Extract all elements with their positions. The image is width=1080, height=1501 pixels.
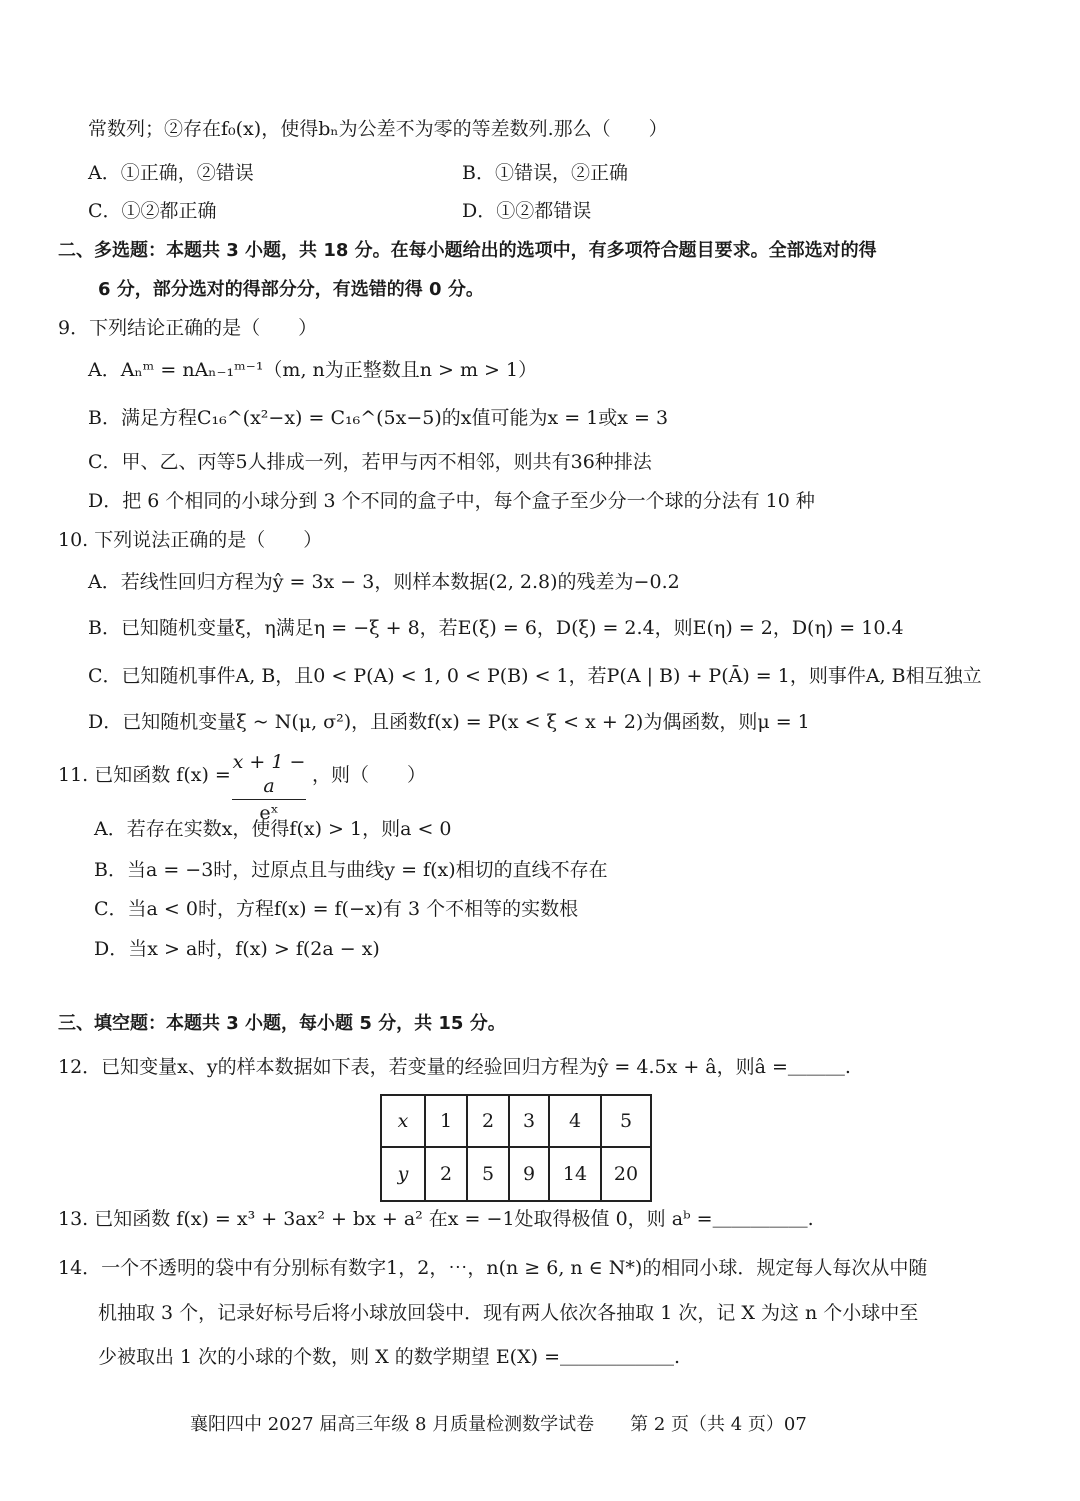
table-row-x <box>381 1095 651 1147</box>
table-cell: 5 <box>467 1147 509 1201</box>
q9-option-b: B．满足方程C₁₆^(x²−x) = C₁₆^(5x−5)的x值可能为x = 1或x = 3 <box>88 407 669 429</box>
q11-option-b: B．当a = −3时，过原点且与曲线y = f(x)相切的直线不存在 <box>94 859 608 881</box>
q9-option-a: A．Aₙᵐ = nAₙ₋₁ᵐ⁻¹（m, n为正整数且n > m > 1） <box>88 359 538 381</box>
intro-option-d: D．①②都错误 <box>462 200 592 222</box>
q14-line1: 14．一个不透明的袋中有分别标有数字1，2，⋯，n(n ≥ 6, n ∈ N*)的相同小球．规定每人每次从中随 <box>58 1257 928 1279</box>
intro-option-b: B．①错误，②正确 <box>462 162 628 184</box>
q13-stem: 13. 已知函数 f(x) = x³ + 3ax² + bx + a² 在x = −1处取得极值 0，则 aᵇ =＿＿＿＿＿. <box>58 1208 814 1230</box>
intro-option-a: A．①正确，②错误 <box>88 162 254 184</box>
section3-heading: 三、填空题：本题共 3 小题，每小题 5 分，共 15 分。 <box>58 1013 506 1034</box>
intro-line: 常数列；②存在f₀(x)，使得bₙ为公差不为零的等差数列.那么（ ） <box>88 118 668 140</box>
q11-stem-prefix: 11. 已知函数 f(x) = <box>58 764 231 786</box>
page-footer: 襄阳四中 2027 届高三年级 8 月质量检测数学试卷 第 2 页（共 4 页）07 <box>190 1414 807 1435</box>
q11-option-d: D．当x > a时，f(x) > f(2a − x) <box>94 938 380 960</box>
table-cell: 9 <box>509 1147 549 1201</box>
table-cell: 3 <box>509 1095 549 1147</box>
q12-data-table <box>380 1094 652 1202</box>
q9-stem: 9．下列结论正确的是（ ） <box>58 317 318 339</box>
q11-option-c: C．当a < 0时，方程f(x) = f(−x)有 3 个不相等的实数根 <box>94 898 579 920</box>
q14-line2: 机抽取 3 个，记录好标号后将小球放回袋中．现有两人依次各抽取 1 次，记 X 为这 n 个小球中至 <box>98 1302 919 1324</box>
q9-option-c: C．甲、乙、丙等5人排成一列，若甲与丙不相邻，则共有36种排法 <box>88 451 652 473</box>
q10-option-d: D．已知随机变量ξ ~ N(μ, σ²)，且函数f(x) = P(x < ξ < x + 2)为偶函数，则μ = 1 <box>88 711 810 733</box>
q11-fraction <box>232 750 306 825</box>
table-cell: 4 <box>549 1095 601 1147</box>
q10-option-a: A．若线性回归方程为ŷ = 3x − 3，则样本数据(2, 2.8)的残差为−0.2 <box>88 571 680 593</box>
q11-fraction-denominator: eˣ <box>259 802 279 824</box>
q14-line3: 少被取出 1 次的小球的个数，则 X 的数学期望 E(X) =＿＿＿＿＿＿. <box>98 1346 681 1368</box>
table-cell-x-label: x <box>381 1095 425 1147</box>
section2-heading-line2: 6 分，部分选对的得部分分，有选错的得 0 分。 <box>98 279 484 300</box>
q10-option-c: C．已知随机事件A, B，且0 < P(A) < 1, 0 < P(B) < 1，若P(A | B) + P(Ā) = 1，则事件A, B相互独立 <box>88 665 982 687</box>
table-cell: 20 <box>601 1147 651 1201</box>
table-cell: 2 <box>467 1095 509 1147</box>
table-cell: 1 <box>425 1095 467 1147</box>
q12-stem: 12．已知变量x、y的样本数据如下表，若变量的经验回归方程为ŷ = 4.5x + â，则â =＿＿＿. <box>58 1056 851 1078</box>
table-row-y <box>381 1147 651 1201</box>
q11-fraction-numerator: x + 1 − a <box>232 751 306 797</box>
q9-option-d: D．把 6 个相同的小球分到 3 个不同的盒子中，每个盒子至少分一个球的分法有 10 种 <box>88 490 815 512</box>
intro-option-c: C．①②都正确 <box>88 200 217 222</box>
section2-heading-line1: 二、多选题：本题共 3 小题，共 18 分。在每小题给出的选项中，有多项符合题目要求。全部选对的得 <box>58 240 877 261</box>
q11-stem-suffix: ，则（ ） <box>312 764 427 786</box>
table-cell: 5 <box>601 1095 651 1147</box>
table-cell: 2 <box>425 1147 467 1201</box>
table-cell: 14 <box>549 1147 601 1201</box>
table-cell-y-label: y <box>381 1147 425 1201</box>
q11-option-a: A．若存在实数x，使得f(x) > 1，则a < 0 <box>94 818 452 840</box>
q10-stem: 10. 下列说法正确的是（ ） <box>58 529 323 551</box>
q10-option-b: B．已知随机变量ξ，η满足η = −ξ + 8，若E(ξ) = 6，D(ξ) = 2.4，则E(η) = 2，D(η) = 10.4 <box>88 617 904 639</box>
